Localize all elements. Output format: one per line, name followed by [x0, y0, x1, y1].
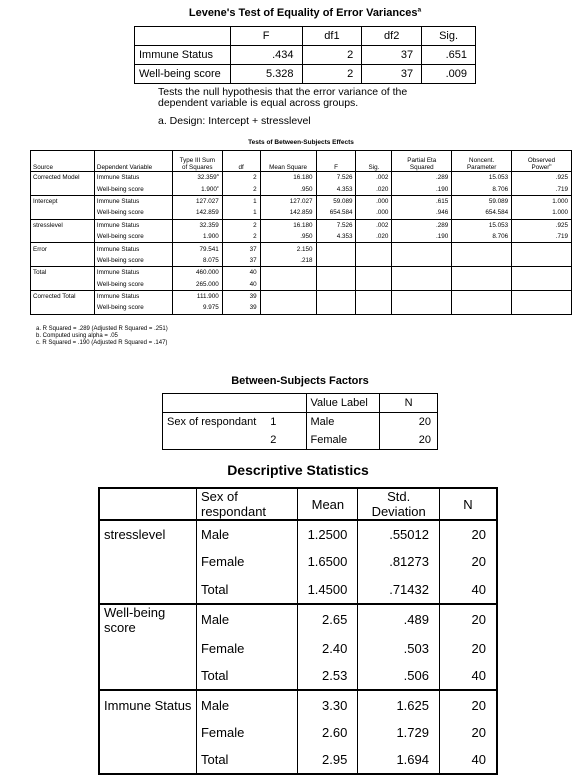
table-row: Female 2.40 .503 20 — [99, 635, 497, 662]
table-row: Well-being score 9.975 39 — [31, 302, 572, 314]
table-row: Well-being score 265.000 40 — [31, 279, 572, 291]
bse-footnote-c: c. R Squared = .190 (Adjusted R Squared = .147) — [36, 340, 168, 346]
levene-title: Levene's Test of Equality of Error Variances$^a$ — [188, 6, 422, 19]
table-row: Female 1.6500 .81273 20 — [99, 548, 497, 575]
bse-footnote-b: b. Computed using alpha = .05 — [36, 333, 118, 339]
table-row: Total 2.95 1.694 40 — [99, 746, 497, 774]
bse-header-row: Source Dependent Variable Type III Sum of Squares df Mean Square F Sig. Partial Eta Squared Noncent. Parameter Observed Power$^b$ — [31, 151, 572, 172]
bse-table — [30, 150, 572, 315]
table-row: Well-being score 142.859 1 142.859 654.584 .000 .946 654.584 1.000 — [31, 207, 572, 219]
table-row: Total Immune Status 460.000 40 — [31, 267, 572, 279]
table-row: Well-being score Male 2.65 .489 20 — [99, 604, 497, 635]
table-row: Corrected Total Immune Status 111.900 39 — [31, 290, 572, 302]
bse-title: Tests of Between-Subjects Effects — [248, 139, 354, 146]
table-row: 2 Female 20 — [163, 431, 438, 450]
table-row: stresslevel Immune Status 32.359 2 16.180 7.526 .002 .289 15.053 .925 — [31, 219, 572, 231]
bse-footnote-a: a. R Squared = .289 (Adjusted R Squared = .251) — [36, 326, 168, 332]
ds-title: Descriptive Statistics — [227, 462, 369, 478]
table-row: Intercept Immune Status 127.027 1 127.027 59.089 .000 .615 59.089 1.000 — [31, 195, 572, 207]
levene-table — [134, 26, 476, 84]
levene-header-df2: df2 — [362, 27, 422, 46]
table-row: Well-being score 1.900 2 .950 4.353 .020 .190 8.706 .719 — [31, 231, 572, 243]
table-row: Well-being score 8.075 37 .218 — [31, 255, 572, 267]
levene-header-row — [135, 27, 476, 46]
ds-header-row: Sex of respondant Mean Std. Deviation N — [99, 488, 497, 520]
ds-table — [98, 487, 498, 775]
levene-header-f: F — [230, 27, 302, 46]
levene-note-3: a. Design: Intercept + stresslevel — [158, 115, 311, 127]
table-row: Total 1.4500 .71432 40 — [99, 576, 497, 604]
table-row: Well-being score 5.328 2 37 .009 — [135, 65, 476, 84]
levene-header-df1: df1 — [302, 27, 362, 46]
table-row: Immune Status .434 2 37 .651 — [135, 46, 476, 65]
levene-header-sig: Sig. — [422, 27, 476, 46]
table-row: Female 2.60 1.729 20 — [99, 719, 497, 746]
levene-note-1: Tests the null hypothesis that the error variance of the — [158, 86, 408, 98]
levene-note-2: dependent variable is equal across groups. — [158, 97, 359, 109]
table-row: Corrected Model Immune Status 32.359$^a$ 2 16.180 7.526 .002 .289 15.053 .925 — [31, 172, 572, 184]
table-row: Well-being score 1.900$^c$ 2 .950 4.353 .020 .190 8.706 .719 — [31, 183, 572, 195]
bsf-table — [162, 393, 438, 450]
table-row: Sex of respondant 1 Male 20 — [163, 413, 438, 432]
table-row: Total 2.53 .506 40 — [99, 662, 497, 690]
table-row: stresslevel Male 1.2500 .55012 20 — [99, 520, 497, 548]
table-row: Immune Status Male 3.30 1.625 20 — [99, 690, 497, 718]
bsf-header-row: Value Label N — [163, 394, 438, 413]
table-row: Error Immune Status 79.541 37 2.150 — [31, 243, 572, 255]
bsf-title: Between-Subjects Factors — [231, 375, 369, 387]
